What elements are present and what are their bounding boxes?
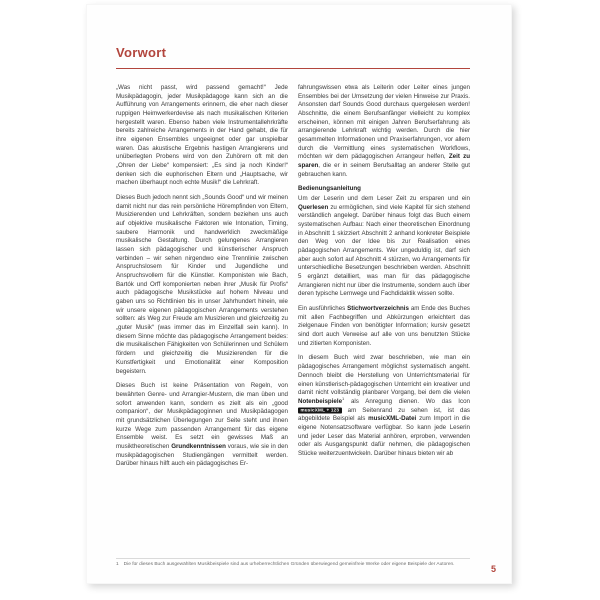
paragraph-text: voraus, wie sie in den musikpädagogischen Studiengängen vermittelt werden. Darüber hinaus hilft auch ein pädagogisches Er- bbox=[116, 442, 288, 468]
paragraph-text: Dieses Buch ist keine Präsentation von Regeln, von bewährten Genre- und Arrangier-Mustern, die man üben und sofort anwenden kann, sondern es zielt als ein „good companion“, der Musikpädagoginnen und Musikpädagogen mit grundsätzlichen Überlegungen zur Seite steht und ihnen kurze Wege zum passenden Arrangement für das eigene Ensemble weist. Es setzt ein gewisses Maß an musiktheoretischen bbox=[116, 382, 288, 450]
book-page bbox=[86, 4, 512, 584]
paragraph bbox=[298, 84, 470, 179]
bold-term: Grundkenntnissen bbox=[171, 442, 226, 450]
text-columns bbox=[116, 84, 470, 556]
paragraph-text: In diesem Buch wird zwar beschrieben, wie man ein pädagogisches Arrangement möglichst systematisch angeht. Dennoch bleibt die Herstellung von Unterrichtsmaterial für einen künstlerisch-pädagogischen Unterricht ein kreativer und damit nicht vollständig planbarer Vorgang, bei dem die vielen bbox=[298, 354, 470, 397]
bold-term: Stichwortverzeichnis bbox=[347, 305, 409, 313]
paragraph bbox=[298, 305, 470, 348]
bold-term: Zeit zu sparen bbox=[298, 153, 470, 170]
footnote-rule bbox=[116, 558, 470, 559]
right-column bbox=[298, 84, 470, 556]
footnote bbox=[116, 562, 478, 568]
paragraph bbox=[116, 382, 288, 469]
bold-term: Querlesen bbox=[298, 203, 329, 211]
paragraph-text: zu ermöglichen, sind viele Kapitel für sich stehend verständlich angelegt. Darüber hinaus folgt das Buch einem systematischen Aufbau: Nach einer theoretischen Einordnung in Abschnitt 1 skizziert Abschnitt 2 anhand konkreter Beispiele den Weg von der Idee bis zur Realisation eines pädagogischen Arrangements. Wer ungeduldig ist, darf sich aber auch sofort auf Abschnitt 4 stürzen, wo Arrangements für unterschiedliche Besetzungen beschrieben werden. Abschnitt 5 ergänzt detailliert, was man für das pädagogische Arrangieren nicht nur über die Instrumente, sondern auch über deren typische Lernwege und Fachdidaktik wissen sollte. bbox=[298, 203, 470, 298]
left-column bbox=[116, 84, 288, 556]
paragraph-text: zum Import in die eigene Notensatzsoftware verfügbar. So kann jede Leserin und jeder Leser das Material anhören, erproben, verwenden oder als Ausgangspunkt dafür nehmen, die pädagogischen Stücke weiterzuentwickeln. Darüber hinaus bieten wir ab bbox=[298, 415, 470, 457]
title-rule bbox=[116, 68, 470, 69]
paragraph-text: am Seitenrand zu sehen ist, ist das abgebildete Beispiel als bbox=[298, 406, 470, 423]
paragraph bbox=[298, 195, 470, 299]
bold-term: musicXML-Datei bbox=[368, 415, 417, 423]
paragraph-text: Ein ausführliches bbox=[298, 305, 348, 313]
paragraph-text: am Ende des Buches mit allen Fachbegriffen und Abkürzungen erleichtert das zielgenaue Finden von benötigter Information; kursiv gesetzt sind dort auch Verweise auf alle von uns benutzten Stücke und zitierten Komponisten. bbox=[298, 305, 470, 347]
paragraph-text: , die er in seinem Berufsalltag an anderer Stelle gut gebrauchen kann. bbox=[298, 162, 470, 178]
paragraph-text: Um der Leserin und dem Leser Zeit zu ersparen und ein bbox=[298, 195, 470, 203]
paragraph-text: fahrungswissen etwa als Leiterin oder Leiter eines jungen Ensembles bei der Umsetzung der vielen Hinweise zur Praxis. Ansonsten darf Sounds Good durchaus quergelesen werden! Abschnitte, die einem Berufsanfänger vielleicht zu komplex erscheinen, können mit einigen Jahren Berufserfahrung als arrangierende Lehrkraft wichtig werden. Durch die hier gesammelten Informationen und Praxiserfahrungen, vor allem durch die Vermittlung eines systematischen Workflows, möchten wir dem pädagogischen Arrangeur helfen, bbox=[298, 84, 470, 161]
musicxml-badge-icon: musicXML + 123 bbox=[298, 407, 342, 413]
page-number: 5 bbox=[491, 564, 497, 574]
footnote-text: Die für dieses Buch ausgewählten Musikbeispiele sind aus urheberrechtlichen Gründen überwiegend gemeinfreie Werke oder eigene Beispiele der Autoren. bbox=[123, 562, 455, 567]
page-title: Vorwort bbox=[116, 45, 167, 60]
footnote-marker: 1 bbox=[116, 562, 119, 567]
paragraph: „Was nicht passt, wird passend gemacht!“ Jede Musikpädagogin, jeder Musikpädagoge kann sich an die Aufführung von Arrangements erinnern, die eher nach dieser ruppigen Heimwerkerdevise als nach musikalischen Kriterien hergestellt waren. Ebenso haben viele Instrumentallehrkräfte bereits zahlreiche Arrangements in der Hand gehabt, die für ihre eigenen Ensembles ungeeignet oder gar unspielbar waren. Das akustische Ergebnis hastigen Arrangierens und unüberlegten Probens wird von den Zuhörern oft mit den „Ohren der Liebe“ kompensiert: „Es sind ja noch Kinder!“ denken sich die euphorischen Eltern und „Hauptsache, wir machen überhaupt noch echte Musik!“ die Lehrkraft. bbox=[116, 84, 288, 187]
paragraph-text: als Anregung dienen. Wo das Icon bbox=[344, 397, 470, 405]
paragraph: Dieses Buch jedoch nennt sich „Sounds Good“ und wir meinen damit nicht nur das rein persönliche Hörempfinden von Eltern, Musizierenden und Lehrkräften, sondern beziehen uns auch auf objektive musikalische Faktoren wie Intonation, Timing, saubere Harmonik und handwerklich zweckmäßige musikalische Gestaltung. Durch gelungenes Arrangieren lassen sich pädagogischer und künstlerischer Anspruch verbinden – wir sehen nirgendwo eine Trennlinie zwischen Anspruchslosem für Kinder und Jugendliche und Anspruchsvollem für die Künstler. Komponisten wie Bach, Bartók und Orff komponierten neben ihrer „Musik für Profis“ auch pädagogische Musikstücke auf hohem Niveau und gaben uns so Richtlinien bis in unser Jahrhundert hinein, wie wir unsere eigenen pädagogischen Arrangements verstehen sollten: als Weg zur Freude am Musizieren und gleichzeitig zu „guter Musik“ (was immer das im Einzelfall sein kann). In diesem Sinne möchte das pädagogische Arrangement beides: die musikalischen Fähigkeiten von Schülerinnen und Schülern fördern und gleichzeitig die Musizierenden für die Kunstfertigkeit und Emotionalität einer Komposition begeistern. bbox=[116, 194, 288, 375]
footnote-reference: 1 bbox=[342, 395, 345, 401]
bold-term: Notenbeispiele bbox=[298, 397, 343, 405]
section-heading: Bedienungsanleitung bbox=[298, 185, 361, 193]
paragraph bbox=[298, 354, 470, 458]
